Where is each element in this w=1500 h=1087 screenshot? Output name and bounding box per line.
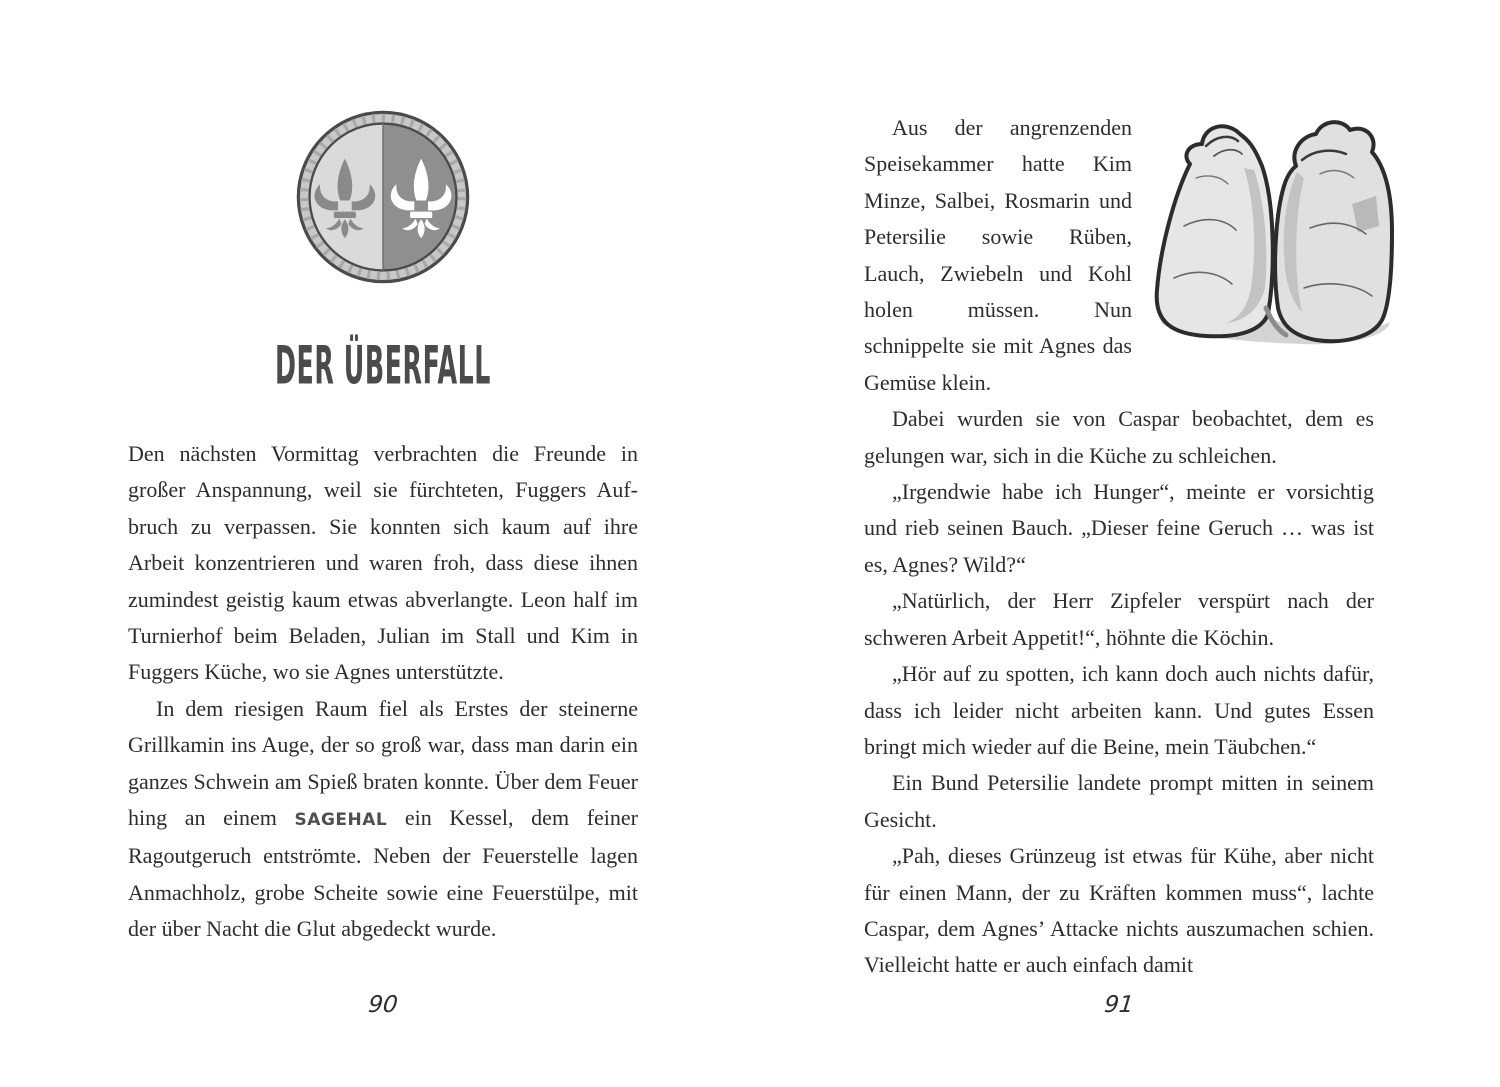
paragraph-text: In dem riesigen Raum fiel als Erstes der steinerne Grillkamin ins Auge, der so groß war, dass man darin ein ganzes Schwein am Spieß braten konnte. Über dem Feuer hing an einem bbox=[128, 695, 638, 831]
paragraph bbox=[128, 691, 638, 948]
paragraph-text: ein Kessel, dem feiner Ragoutgeruch entströmte. Neben der Feuerstelle lagen Anmachholz, grobe Scheite sowie eine Feuerstülpe, mit der über Nacht die Glut abgedeckt wurde. bbox=[128, 805, 638, 942]
paragraph: „Natürlich, der Herr Zipfeler verspürt nach der schweren Arbeit Appetit!“, höhnte die Köchin. bbox=[864, 588, 1374, 650]
two-sacks-icon bbox=[1144, 108, 1396, 348]
chapter-title: DER ÜBERFALL bbox=[275, 333, 491, 397]
paragraph: Ein Bund Petersilie landete prompt mitten in seinem Gesicht. bbox=[864, 770, 1374, 832]
page-number-left: 90 bbox=[366, 992, 400, 1018]
paragraph: Aus der angrenzenden Speisekammer hatte Kim Minze, Salbei, Rosmarin und Petersilie sowie Rüben, Lauch, Zwiebeln und Kohl holen müssen. Nun schnippelte sie mit Agnes das Gemüse klein. bbox=[864, 115, 1132, 395]
hand-lettered-word: SAGEHAL bbox=[294, 810, 388, 831]
page-right-body bbox=[864, 110, 1374, 984]
page-right bbox=[864, 0, 1374, 1087]
shield-fleur-de-lis-icon bbox=[290, 104, 476, 290]
paragraph: „Irgendwie habe ich Hunger“, meinte er vorsichtig und rieb seinen Bauch. „Dieser feine Geruch … was ist es, Agnes? Wild?“ bbox=[864, 479, 1374, 577]
paragraph: Den nächsten Vormittag verbrachten die Freunde in großer Anspannung, weil sie fürchteten, Fuggers Aufbruch zu verpassen. Sie konnten sich kaum auf ihre Arbeit konzentrieren und waren froh, dass diese ihnen zumindest geistig kaum etwas abverlangte. Leon half im Turnierhof beim Beladen, Julian im Stall und Kim in Fuggers Küche, wo sie Agnes unterstützte. bbox=[128, 441, 638, 685]
paragraph: „Pah, dieses Grünzeug ist etwas für Kühe, aber nicht für einen Mann, der zu Kräften kommen muss“, lachte Caspar, dem Agnes’ Attacke nichts auszumachen schien. Vielleicht hatte er auch einfach damit bbox=[864, 843, 1374, 978]
paragraph: Dabei wurden sie von Caspar beobachtet, dem es gelungen war, sich in die Küche zu schleichen. bbox=[864, 406, 1374, 468]
page-left-body bbox=[128, 436, 638, 948]
page-left bbox=[128, 0, 638, 1087]
shield-emblem-illustration bbox=[290, 104, 476, 290]
sacks-illustration bbox=[1144, 110, 1374, 346]
paragraph: „Hör auf zu spotten, ich kann doch auch nichts dafür, dass ich leider nicht arbeiten kann. Und gutes Essen bringt mich wieder auf die Beine, mein Täubchen.“ bbox=[864, 661, 1374, 759]
page-number-right: 91 bbox=[1102, 992, 1136, 1018]
